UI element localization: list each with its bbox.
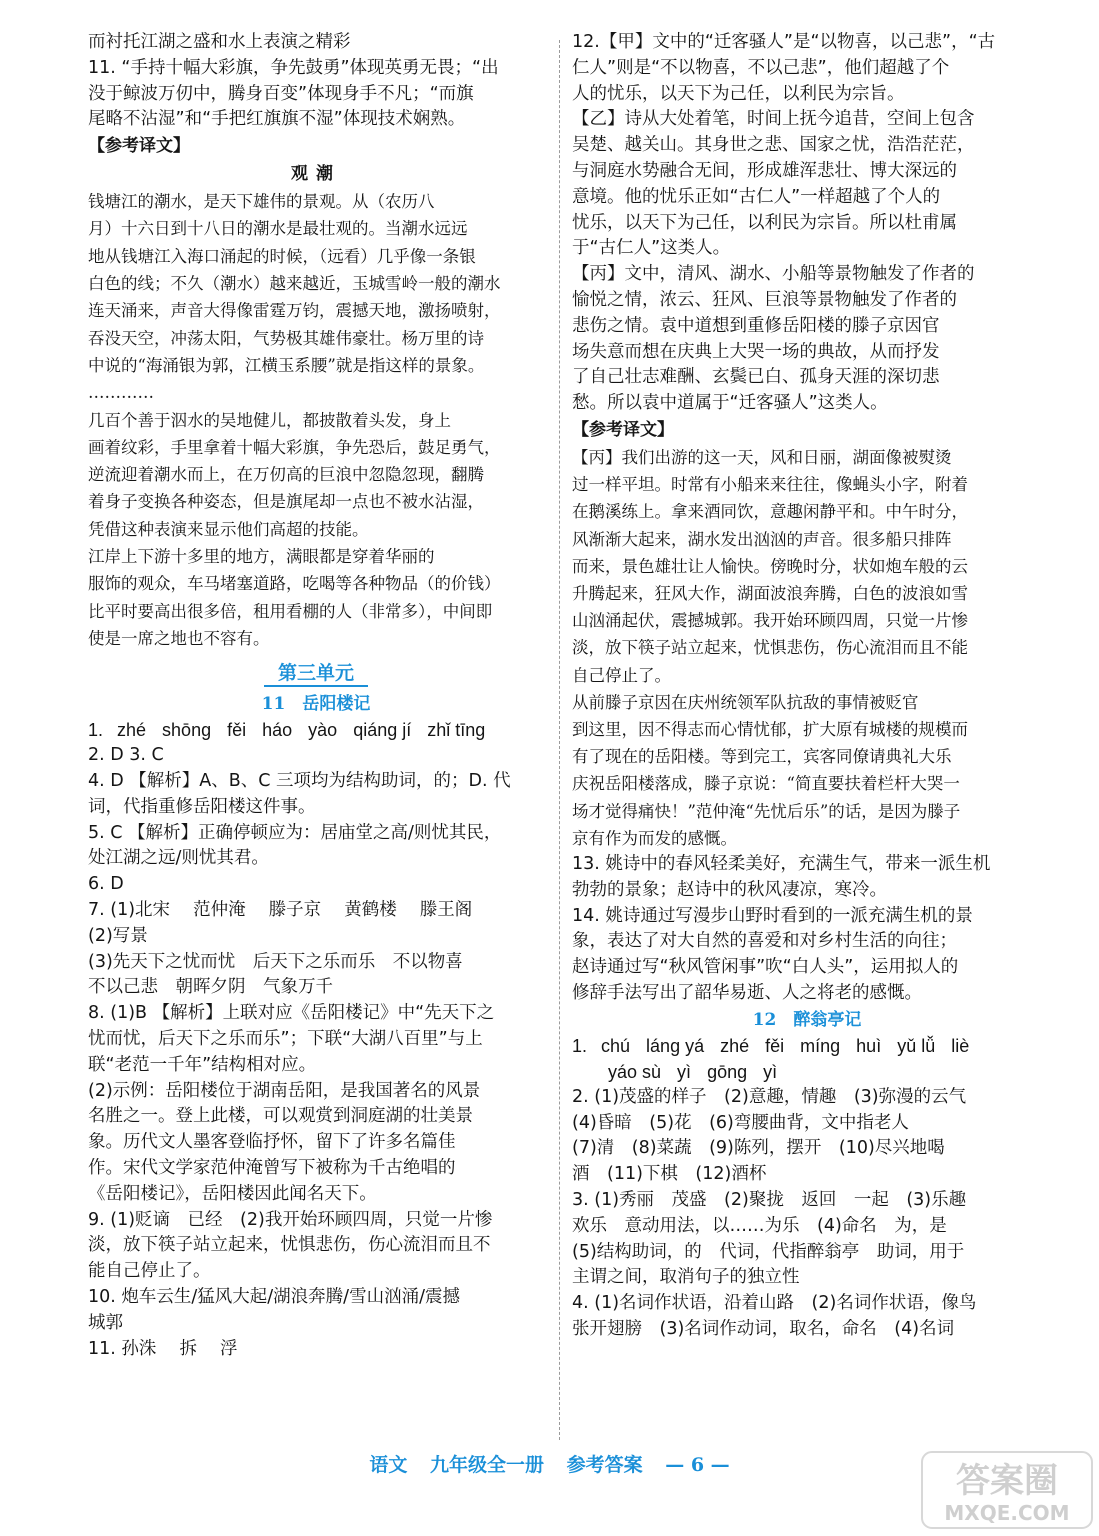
answer-line: 忧而忧，后天下之乐而乐”；下联“大湖八百里”与上 [88,1029,483,1049]
translation-line: 凭借这种表演来显示他们高超的技能。 [88,519,369,539]
answer-line: 忧乐，以天下为己任，以利民为宗旨。所以杜甫属 [572,212,957,233]
answer-line: 城郭 [88,1312,123,1333]
answer-line: 2. D 3. C [88,745,164,766]
translation-line: 过一样平坦。时常有小船来来往往，像蝇头小字，附着 [572,475,968,495]
pinyin-item: yì [677,1061,692,1082]
pinyin-item: huì [856,1035,882,1056]
answer-line: 9. (1)贬谪 已经 (2)我开始环顾四周，只觉一片惨 [88,1209,493,1230]
pinyin-list [601,1033,985,1059]
answer-line: 酒 (11)下棋 (12)酒杯 [572,1164,767,1185]
answer-line: 3. (1)秀丽 茂盛 (2)聚拢 返回 一起 (3)乐趣 [572,1189,967,1210]
pinyin-item: liè [951,1035,970,1056]
answer-line: 意境。他的忧乐正如“古仁人”一样超越了个人的 [572,186,941,207]
answer-line: 吴楚、越关山。其身世之悲、国家之忧，浩浩茫茫， [572,135,975,156]
answer-line: 场失意而想在庆典上大哭一场的典故，从而抒发 [572,341,940,362]
answer-line: 13. 姚诗中的春风轻柔美好，充满生气，带来一派生机 [572,854,991,874]
translation-line: 白色的线；不久（潮水）越来越近，玉城雪岭一般的潮水 [88,274,501,294]
translation-line: 升腾起来，狂风大作，湖面波浪奔腾，白色的波浪如雪 [572,583,968,603]
translation-line: 几百个善于泅水的吴地健儿，都披散着头发，身上 [88,410,451,430]
pinyin-item: zhé [117,720,147,741]
pinyin-row-right-2 [572,1059,1042,1085]
answer-line: 【乙】诗从大处着笔，时间上抚今追昔，空间上包含 [572,109,975,130]
answer-line: 12.【甲】文中的“迁客骚人”是“以物喜，以己悲”，“古 [572,32,996,52]
pinyin-item: fěi [765,1035,785,1056]
watermark-text-bottom: MXQE.COM [944,1501,1070,1525]
footer-page-number: — 6 — [665,1454,730,1476]
answer-line: 而衬托江湖之盛和水上表演之精彩 [88,32,351,52]
lesson-title-12: 12 醉翁亭记 [752,1009,862,1030]
ref-translation-header-right: 【参考译文】 [572,419,674,440]
translation-line: 地从钱塘江入海口涌起的时候，（远看）几乎像一条银 [88,246,476,266]
right-answers-13-14 [572,852,1042,1007]
answer-line: 2. (1)茂盛的样子 (2)意趣，情趣 (3)弥漫的云气 [572,1086,967,1107]
answer-line: 【丙】文中，清风、湖水、小船等景物触发了作者的 [572,264,975,285]
answer-line: 了自己壮志难酬、玄鬓已白、孤身天涯的深切悲 [572,367,940,388]
pinyin-item: chú [601,1035,631,1056]
answer-line: 人的忧乐，以天下为己任，以利民为宗旨。 [572,83,905,104]
footer-grade: 九年级全一册 [429,1454,544,1476]
translation-line: ………… [88,383,154,403]
answer-line: 尾略不沾湿”和“手把红旗旗不湿”体现技术娴熟。 [88,109,466,130]
answer-line: 仁人”则是“不以物喜，不以己悲”，他们超越了个 [572,57,950,78]
translation-line: 山汹涌起伏，震撼城郭。我开始环顾四周，只觉一片惨 [572,611,968,631]
answer-line: (5)结构助词，的 代词，代指醉翁亭 助词，用于 [572,1241,965,1262]
translation-line: 自己停止了。 [572,665,671,685]
pinyin-row-left [88,717,544,743]
translation-line: 使是一席之地也不容有。 [88,628,270,648]
answer-line: 5. C 【解析】正确停顿应为：居庙堂之高/则忧其民， [88,822,502,843]
translation-line: 钱塘江的潮水，是天下雄伟的景观。从（农历八 [88,192,435,212]
answer-line: (7)清 (8)菜蔬 (9)陈列，摆开 (10)尽兴地喝 [572,1138,945,1159]
answer-line: 没于鲸波万仞中，腾身百变”体现身手不凡；“而旗 [88,83,474,104]
answer-line: 作。宋代文学家范仲淹曾写下被称为千古绝唱的 [88,1157,456,1178]
right-answers-top [572,30,1042,417]
right-answers [572,1085,1042,1343]
answer-line: 11. 孙洙 拆 浮 [88,1338,238,1359]
answer-line: 淡，放下筷子站立起来，忧惧悲伤，伤心流泪而且不 [88,1235,491,1256]
translation-line: 中说的“海涌银为郭，江横玉系腰”就是指这样的景象。 [88,355,485,375]
answer-line: 词，代指重修岳阳楼这件事。 [88,796,316,817]
translation-line: 庆祝岳阳楼落成，滕子京说：“简直要扶着栏杆大哭一 [572,774,960,794]
left-translation-text [88,188,544,652]
answer-line: (2)示例：岳阳楼位于湖南岳阳，是我国著名的风景 [88,1080,481,1101]
pinyin-item: zhǐ tīng [427,720,486,741]
answer-line: 勃勃的景象；赵诗中的秋风凄凉，寒冷。 [572,879,887,900]
pinyin-item: qiáng jí [353,720,412,741]
translation-line: 服饰的观众，车马堵塞道路，吃喝等各种物品（的价钱） [88,574,501,594]
translation-line: 比平时要高出很多倍，租用看棚的人（非常多），中间即 [88,601,493,621]
lesson-title-11: 11 岳阳楼记 [261,694,371,715]
pinyin-item: yáo sù [608,1061,662,1082]
translation-line: 连天涌来，声音大得像雷霆万钧，震撼天地，激扬喷射， [88,301,501,321]
pinyin-item: háo [262,720,293,741]
answer-line: 能自己停止了。 [88,1261,211,1282]
pinyin-item: yì [763,1061,778,1082]
answer-line: 处江湖之远/则忧其君。 [88,848,269,869]
unit-title [88,658,544,689]
pinyin-row-right-1 [572,1033,1042,1059]
answer-line: 象。历代文人墨客登临抒怀，留下了许多名篇佳 [88,1132,456,1153]
unit-title-text: 第三单元 [264,662,368,687]
pinyin-item: gōng [707,1061,748,1082]
right-translation-text [572,444,1042,852]
translation-line: 画着纹彩，手里拿着十幅大彩旗，争先恐后，鼓足勇气， [88,437,501,457]
answer-line: 愁。所以袁中道属于“迁客骚人”这类人。 [572,393,888,414]
translation-line: 在鹅溪练上。拿来酒同饮，意趣闲静平和。中午时分， [572,502,968,522]
answer-line: 4. (1)名词作状语，沿着山路 (2)名词作状语，像鸟 [572,1293,977,1314]
answer-line: 与洞庭水势融合无间，形成雄浑悲壮、博大深远的 [572,160,957,181]
answer-line: (3)先天下之忧而忧 后天下之乐而乐 不以物喜 [88,951,463,972]
pinyin-number: 1. [572,1035,588,1056]
left-answers [88,743,544,1362]
answer-line: 愉悦之情，浓云、狂风、巨浪等景物触发了作者的 [572,289,957,310]
answer-line: 6. D [88,874,124,895]
left-column [88,30,544,1362]
watermark-logo [918,1448,1096,1532]
pinyin-item: yào [308,720,338,741]
translation-line: 场才觉得痛快！”范仲淹“先忧后乐”的话，是因为滕子 [572,801,961,821]
pinyin-item: zhé [720,1035,750,1056]
pinyin-number: 1. [88,720,104,741]
answer-line: 《岳阳楼记》，岳阳楼因此闻名天下。 [88,1183,377,1204]
answer-line: 4. D 【解析】A、B、C 三项均为结构助词，的；D. 代 [88,771,511,792]
answer-line: 不以己悲 朝晖夕阴 气象万千 [88,977,333,998]
translation-line: 淡，放下筷子站立起来，忧惧悲伤，伤心流泪而且不能 [572,638,968,658]
answer-line: 10. 炮车云生/猛风大起/湖浪奔腾/雪山汹涌/震撼 [88,1286,460,1307]
answer-line: 联“老范一千年”结构相对应。 [88,1054,317,1075]
pinyin-item: láng yá [646,1035,705,1056]
answer-line: 主谓之间，取消句子的独立性 [572,1267,800,1288]
translation-line: 【丙】我们出游的这一天，风和日丽，湖面像被熨烫 [572,447,952,467]
translation-line: 京有作为而发的感慨。 [572,828,737,848]
answer-line: 名胜之一。登上此楼，可以观赏到洞庭湖的壮美景 [88,1106,473,1127]
answer-line: 11. “手持十幅大彩旗，争先鼓勇”体现英勇无畏；“出 [88,57,499,78]
answer-line: 赵诗通过写“秋风管闲事”吹“白人头”，运用拟人的 [572,957,959,978]
column-divider [559,40,560,1440]
pinyin-item: yǔ lǚ [897,1035,936,1056]
answer-line: 象，表达了对大自然的喜爱和对乡村生活的向往； [572,931,957,952]
translation-line: 到这里，因不得志而心情忧郁，扩大原有城楼的规模而 [572,719,968,739]
translation-line: 月）十六日到十八日的潮水是最壮观的。当潮水远远 [88,219,468,239]
translation-line: 而来，景色雄壮让人愉快。傍晚时分，状如炮车般的云 [572,556,968,576]
translation-line: 吞没天空，冲荡太阳，气势极其雄伟豪壮。杨万里的诗 [88,328,484,348]
answer-line: 于“古仁人”这类人。 [572,238,731,259]
right-column [572,30,1042,1343]
translation-line: 从前滕子京因在庆州统领军队抗敌的事情被贬官 [572,692,919,712]
answer-line: (2)写景 [88,925,148,946]
left-answers-top [88,30,544,133]
answer-line: 7. (1)北宋 范仲淹 滕子京 黄鹤楼 滕王阁 [88,900,473,921]
translation-title: 观潮 [291,164,341,185]
pinyin-list [608,1059,793,1085]
answer-line: 8. (1)B 【解析】上联对应《岳阳楼记》中“先天下之 [88,1003,495,1024]
pinyin-item: míng [800,1035,841,1056]
pinyin-item: fěi [227,720,247,741]
translation-line: 有了现在的岳阳楼。等到完工，宾客同僚请典礼大乐 [572,747,952,767]
pinyin-list [117,717,501,743]
answer-line: 欢乐 意动用法，以……为乐 (4)命名 为，是 [572,1215,947,1236]
translation-line: 逆流迎着潮水而上，在万仞高的巨浪中忽隐忽现，翻腾 [88,465,484,485]
pinyin-item: shōng [162,720,212,741]
translation-line: 风渐渐大起来，湖水发出汹汹的声音。很多船只排阵 [572,529,952,549]
translation-line: 着身子变换各种姿态，但是旗尾却一点也不被水沾湿， [88,492,484,512]
answer-line: 悲伤之情。袁中道想到重修岳阳楼的滕子京因官 [572,315,940,336]
answer-line: 14. 姚诗通过写漫步山野时看到的一派充满生机的景 [572,905,973,926]
footer-section: 参考答案 [566,1454,643,1476]
answer-line: (4)昏暗 (5)花 (6)弯腰曲背，文中指老人 [572,1112,909,1133]
answer-line: 张开翅膀 (3)名词作动词，取名，命名 (4)名词 [572,1318,955,1339]
answer-line: 修辞手法写出了韶华易逝、人之将老的感慨。 [572,982,922,1003]
footer-subject: 语文 [369,1454,408,1476]
translation-line: 江岸上下游十多里的地方，满眼都是穿着华丽的 [88,547,435,567]
ref-translation-header-left: 【参考译文】 [88,136,190,157]
watermark-text-top: 答案圈 [956,1461,1058,1501]
